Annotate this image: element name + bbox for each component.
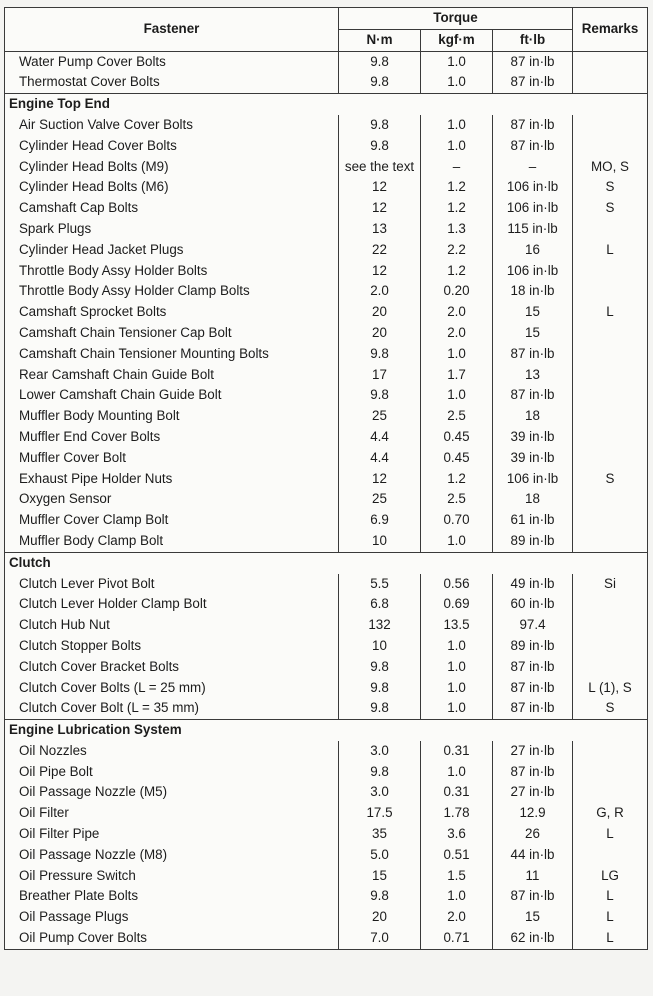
torque-ftlb-cell: 11 [493, 866, 573, 887]
fastener-cell: Cylinder Head Bolts (M9) [5, 157, 339, 178]
section-header [5, 720, 648, 741]
torque-ftlb-cell: 12.9 [493, 803, 573, 824]
table-row [5, 51, 648, 72]
torque-nm-cell: 9.8 [339, 72, 421, 93]
remarks-cell [573, 782, 648, 803]
table-row [5, 907, 648, 928]
torque-kgfm-cell: 1.0 [421, 385, 493, 406]
table-row [5, 115, 648, 136]
torque-kgfm-cell: 0.45 [421, 427, 493, 448]
torque-kgfm-cell: 1.0 [421, 762, 493, 783]
torque-kgfm-cell: 1.0 [421, 531, 493, 552]
torque-kgfm-cell: 2.0 [421, 323, 493, 344]
torque-kgfm-cell: 0.20 [421, 281, 493, 302]
remarks-cell: S [573, 698, 648, 719]
torque-nm-cell: 9.8 [339, 115, 421, 136]
fastener-cell: Clutch Lever Pivot Bolt [5, 574, 339, 595]
torque-nm-cell: 7.0 [339, 928, 421, 949]
table-row [5, 782, 648, 803]
torque-kgfm-cell: 2.2 [421, 240, 493, 261]
fastener-cell: Muffler End Cover Bolts [5, 427, 339, 448]
table-row [5, 678, 648, 699]
torque-kgfm-cell: 3.6 [421, 824, 493, 845]
remarks-cell [573, 385, 648, 406]
remarks-cell [573, 365, 648, 386]
torque-kgfm-cell: 0.56 [421, 574, 493, 595]
fastener-cell: Oil Pressure Switch [5, 866, 339, 887]
torque-nm-cell: see the text [339, 157, 421, 178]
fastener-cell: Spark Plugs [5, 219, 339, 240]
torque-ftlb-cell: 18 [493, 406, 573, 427]
remarks-cell [573, 615, 648, 636]
torque-kgfm-cell: 1.0 [421, 657, 493, 678]
torque-ftlb-cell: 61 in·lb [493, 510, 573, 531]
table-row [5, 406, 648, 427]
torque-nm-cell: 9.8 [339, 678, 421, 699]
torque-nm-cell: 6.9 [339, 510, 421, 531]
torque-kgfm-cell: 1.0 [421, 886, 493, 907]
fastener-cell: Camshaft Cap Bolts [5, 198, 339, 219]
table-row [5, 281, 648, 302]
remarks-cell: S [573, 469, 648, 490]
torque-ftlb-cell: 49 in·lb [493, 574, 573, 595]
torque-ftlb-cell: 87 in·lb [493, 762, 573, 783]
fastener-cell: Oil Nozzles [5, 741, 339, 762]
remarks-cell [573, 845, 648, 866]
torque-nm-cell: 132 [339, 615, 421, 636]
torque-kgfm-cell: 1.7 [421, 365, 493, 386]
fastener-cell: Breather Plate Bolts [5, 886, 339, 907]
table-row [5, 385, 648, 406]
torque-nm-cell: 20 [339, 907, 421, 928]
torque-kgfm-cell: 0.51 [421, 845, 493, 866]
torque-kgfm-cell: 1.0 [421, 136, 493, 157]
torque-nm-cell: 3.0 [339, 741, 421, 762]
fastener-cell: Clutch Lever Holder Clamp Bolt [5, 594, 339, 615]
table-row [5, 657, 648, 678]
remarks-cell: L (1), S [573, 678, 648, 699]
table-row [5, 636, 648, 657]
torque-kgfm-cell: 1.0 [421, 72, 493, 93]
fastener-cell: Oil Passage Nozzle (M8) [5, 845, 339, 866]
section-title: Engine Lubrication System [5, 720, 648, 741]
table-row [5, 886, 648, 907]
torque-kgfm-cell: 0.31 [421, 782, 493, 803]
header-nm: N·m [339, 29, 421, 51]
torque-ftlb-cell: 106 in·lb [493, 261, 573, 282]
table-row [5, 531, 648, 552]
remarks-cell [573, 636, 648, 657]
remarks-cell [573, 448, 648, 469]
torque-kgfm-cell: 1.0 [421, 115, 493, 136]
torque-nm-cell: 12 [339, 198, 421, 219]
remarks-cell [573, 51, 648, 72]
fastener-cell: Oxygen Sensor [5, 489, 339, 510]
torque-nm-cell: 12 [339, 177, 421, 198]
torque-kgfm-cell: 2.5 [421, 406, 493, 427]
fastener-cell: Muffler Cover Bolt [5, 448, 339, 469]
remarks-cell [573, 741, 648, 762]
remarks-cell: LG [573, 866, 648, 887]
torque-ftlb-cell: 87 in·lb [493, 344, 573, 365]
torque-nm-cell: 17.5 [339, 803, 421, 824]
torque-ftlb-cell: 106 in·lb [493, 177, 573, 198]
table-row [5, 803, 648, 824]
torque-ftlb-cell: 39 in·lb [493, 427, 573, 448]
torque-nm-cell: 10 [339, 531, 421, 552]
fastener-cell: Oil Filter Pipe [5, 824, 339, 845]
table-row [5, 845, 648, 866]
fastener-cell: Water Pump Cover Bolts [5, 51, 339, 72]
torque-ftlb-cell: 87 in·lb [493, 678, 573, 699]
fastener-cell: Oil Passage Plugs [5, 907, 339, 928]
torque-ftlb-cell: 87 in·lb [493, 136, 573, 157]
torque-nm-cell: 9.8 [339, 886, 421, 907]
torque-kgfm-cell: 1.0 [421, 698, 493, 719]
torque-kgfm-cell: 0.71 [421, 928, 493, 949]
remarks-cell [573, 323, 648, 344]
fastener-cell: Muffler Body Clamp Bolt [5, 531, 339, 552]
torque-ftlb-cell: 15 [493, 323, 573, 344]
torque-kgfm-cell: 1.5 [421, 866, 493, 887]
torque-nm-cell: 12 [339, 261, 421, 282]
torque-kgfm-cell: 1.3 [421, 219, 493, 240]
table-row [5, 261, 648, 282]
torque-table [4, 7, 648, 950]
table-row [5, 698, 648, 719]
remarks-cell: L [573, 928, 648, 949]
torque-nm-cell: 9.8 [339, 136, 421, 157]
torque-kgfm-cell: 0.45 [421, 448, 493, 469]
table-row [5, 574, 648, 595]
torque-kgfm-cell: 1.2 [421, 261, 493, 282]
table-row [5, 866, 648, 887]
table-row [5, 72, 648, 93]
torque-ftlb-cell: 87 in·lb [493, 115, 573, 136]
section-header [5, 94, 648, 115]
torque-ftlb-cell: 27 in·lb [493, 741, 573, 762]
torque-nm-cell: 9.8 [339, 385, 421, 406]
fastener-cell: Oil Filter [5, 803, 339, 824]
fastener-cell: Air Suction Valve Cover Bolts [5, 115, 339, 136]
torque-nm-cell: 6.8 [339, 594, 421, 615]
table-row [5, 344, 648, 365]
torque-nm-cell: 4.4 [339, 427, 421, 448]
table-row [5, 448, 648, 469]
fastener-cell: Lower Camshaft Chain Guide Bolt [5, 385, 339, 406]
torque-ftlb-cell: 97.4 [493, 615, 573, 636]
torque-nm-cell: 5.5 [339, 574, 421, 595]
header-kgfm: kgf·m [421, 29, 493, 51]
torque-nm-cell: 2.0 [339, 281, 421, 302]
table-row [5, 198, 648, 219]
fastener-cell: Oil Pump Cover Bolts [5, 928, 339, 949]
table-row [5, 594, 648, 615]
table-row [5, 824, 648, 845]
table-row [5, 427, 648, 448]
table-row [5, 762, 648, 783]
torque-kgfm-cell: 13.5 [421, 615, 493, 636]
remarks-cell [573, 261, 648, 282]
fastener-cell: Cylinder Head Bolts (M6) [5, 177, 339, 198]
fastener-cell: Oil Pipe Bolt [5, 762, 339, 783]
fastener-cell: Muffler Cover Clamp Bolt [5, 510, 339, 531]
section-title: Clutch [5, 552, 648, 573]
torque-kgfm-cell: 0.70 [421, 510, 493, 531]
torque-kgfm-cell: 1.2 [421, 177, 493, 198]
section-header [5, 552, 648, 573]
torque-ftlb-cell: 89 in·lb [493, 531, 573, 552]
fastener-cell: Clutch Cover Bolts (L = 25 mm) [5, 678, 339, 699]
torque-kgfm-cell: 0.69 [421, 594, 493, 615]
torque-ftlb-cell: 16 [493, 240, 573, 261]
fastener-cell: Camshaft Chain Tensioner Mounting Bolts [5, 344, 339, 365]
torque-ftlb-cell: 39 in·lb [493, 448, 573, 469]
torque-nm-cell: 25 [339, 406, 421, 427]
table-row [5, 177, 648, 198]
header-torque: Torque [339, 8, 573, 30]
torque-ftlb-cell: 115 in·lb [493, 219, 573, 240]
torque-nm-cell: 17 [339, 365, 421, 386]
fastener-cell: Clutch Stopper Bolts [5, 636, 339, 657]
remarks-cell [573, 762, 648, 783]
fastener-cell: Cylinder Head Cover Bolts [5, 136, 339, 157]
table-row [5, 928, 648, 949]
table-row [5, 323, 648, 344]
torque-ftlb-cell: 87 in·lb [493, 72, 573, 93]
table-row [5, 741, 648, 762]
torque-ftlb-cell: 62 in·lb [493, 928, 573, 949]
torque-ftlb-cell: 13 [493, 365, 573, 386]
table-row [5, 240, 648, 261]
torque-ftlb-cell: 60 in·lb [493, 594, 573, 615]
remarks-cell [573, 344, 648, 365]
torque-ftlb-cell: 18 in·lb [493, 281, 573, 302]
torque-kgfm-cell: 1.0 [421, 636, 493, 657]
fastener-cell: Rear Camshaft Chain Guide Bolt [5, 365, 339, 386]
torque-nm-cell: 12 [339, 469, 421, 490]
remarks-cell [573, 594, 648, 615]
header-fastener: Fastener [5, 8, 339, 52]
torque-ftlb-cell: 87 in·lb [493, 51, 573, 72]
remarks-cell: Si [573, 574, 648, 595]
torque-nm-cell: 20 [339, 323, 421, 344]
fastener-cell: Throttle Body Assy Holder Bolts [5, 261, 339, 282]
torque-ftlb-cell: 18 [493, 489, 573, 510]
torque-ftlb-cell: 87 in·lb [493, 698, 573, 719]
table-row [5, 615, 648, 636]
torque-table-page [4, 7, 648, 950]
remarks-cell [573, 136, 648, 157]
fastener-cell: Muffler Body Mounting Bolt [5, 406, 339, 427]
table-header [5, 8, 648, 52]
table-row [5, 489, 648, 510]
section-title: Engine Top End [5, 94, 648, 115]
table-row [5, 469, 648, 490]
fastener-cell: Clutch Cover Bolt (L = 35 mm) [5, 698, 339, 719]
table-row [5, 136, 648, 157]
fastener-cell: Exhaust Pipe Holder Nuts [5, 469, 339, 490]
torque-nm-cell: 9.8 [339, 657, 421, 678]
fastener-cell: Oil Passage Nozzle (M5) [5, 782, 339, 803]
torque-nm-cell: 9.8 [339, 344, 421, 365]
torque-nm-cell: 25 [339, 489, 421, 510]
table-row [5, 219, 648, 240]
torque-ftlb-cell: 87 in·lb [493, 657, 573, 678]
fastener-cell: Camshaft Chain Tensioner Cap Bolt [5, 323, 339, 344]
remarks-cell: S [573, 177, 648, 198]
torque-kgfm-cell: – [421, 157, 493, 178]
torque-nm-cell: 20 [339, 302, 421, 323]
torque-kgfm-cell: 2.0 [421, 302, 493, 323]
remarks-cell: S [573, 198, 648, 219]
remarks-cell: L [573, 824, 648, 845]
fastener-cell: Throttle Body Assy Holder Clamp Bolts [5, 281, 339, 302]
header-ftlb: ft·lb [493, 29, 573, 51]
fastener-cell: Clutch Hub Nut [5, 615, 339, 636]
torque-ftlb-cell: 15 [493, 907, 573, 928]
torque-ftlb-cell: 106 in·lb [493, 469, 573, 490]
torque-ftlb-cell: 26 [493, 824, 573, 845]
torque-nm-cell: 22 [339, 240, 421, 261]
remarks-cell: L [573, 240, 648, 261]
torque-nm-cell: 13 [339, 219, 421, 240]
remarks-cell [573, 115, 648, 136]
torque-ftlb-cell: 87 in·lb [493, 385, 573, 406]
torque-ftlb-cell: 89 in·lb [493, 636, 573, 657]
torque-ftlb-cell: 15 [493, 302, 573, 323]
torque-nm-cell: 9.8 [339, 762, 421, 783]
remarks-cell [573, 406, 648, 427]
torque-nm-cell: 3.0 [339, 782, 421, 803]
torque-nm-cell: 35 [339, 824, 421, 845]
table-row [5, 157, 648, 178]
table-body [5, 51, 648, 949]
remarks-cell: L [573, 907, 648, 928]
torque-nm-cell: 5.0 [339, 845, 421, 866]
torque-kgfm-cell: 1.0 [421, 678, 493, 699]
fastener-cell: Thermostat Cover Bolts [5, 72, 339, 93]
remarks-cell [573, 510, 648, 531]
torque-nm-cell: 15 [339, 866, 421, 887]
torque-kgfm-cell: 1.0 [421, 51, 493, 72]
table-row [5, 510, 648, 531]
fastener-cell: Clutch Cover Bracket Bolts [5, 657, 339, 678]
remarks-cell [573, 489, 648, 510]
remarks-cell [573, 281, 648, 302]
torque-nm-cell: 4.4 [339, 448, 421, 469]
header-remarks: Remarks [573, 8, 648, 52]
torque-kgfm-cell: 1.78 [421, 803, 493, 824]
remarks-cell: L [573, 886, 648, 907]
torque-ftlb-cell: – [493, 157, 573, 178]
torque-ftlb-cell: 27 in·lb [493, 782, 573, 803]
remarks-cell: G, R [573, 803, 648, 824]
torque-kgfm-cell: 1.0 [421, 344, 493, 365]
remarks-cell [573, 72, 648, 93]
torque-kgfm-cell: 1.2 [421, 469, 493, 490]
remarks-cell [573, 427, 648, 448]
torque-nm-cell: 10 [339, 636, 421, 657]
torque-kgfm-cell: 2.0 [421, 907, 493, 928]
remarks-cell [573, 657, 648, 678]
torque-ftlb-cell: 44 in·lb [493, 845, 573, 866]
torque-kgfm-cell: 1.2 [421, 198, 493, 219]
fastener-cell: Camshaft Sprocket Bolts [5, 302, 339, 323]
torque-ftlb-cell: 106 in·lb [493, 198, 573, 219]
torque-kgfm-cell: 0.31 [421, 741, 493, 762]
torque-nm-cell: 9.8 [339, 51, 421, 72]
table-row [5, 365, 648, 386]
torque-nm-cell: 9.8 [339, 698, 421, 719]
remarks-cell [573, 531, 648, 552]
remarks-cell: MO, S [573, 157, 648, 178]
remarks-cell: L [573, 302, 648, 323]
remarks-cell [573, 219, 648, 240]
torque-kgfm-cell: 2.5 [421, 489, 493, 510]
fastener-cell: Cylinder Head Jacket Plugs [5, 240, 339, 261]
torque-ftlb-cell: 87 in·lb [493, 886, 573, 907]
table-row [5, 302, 648, 323]
